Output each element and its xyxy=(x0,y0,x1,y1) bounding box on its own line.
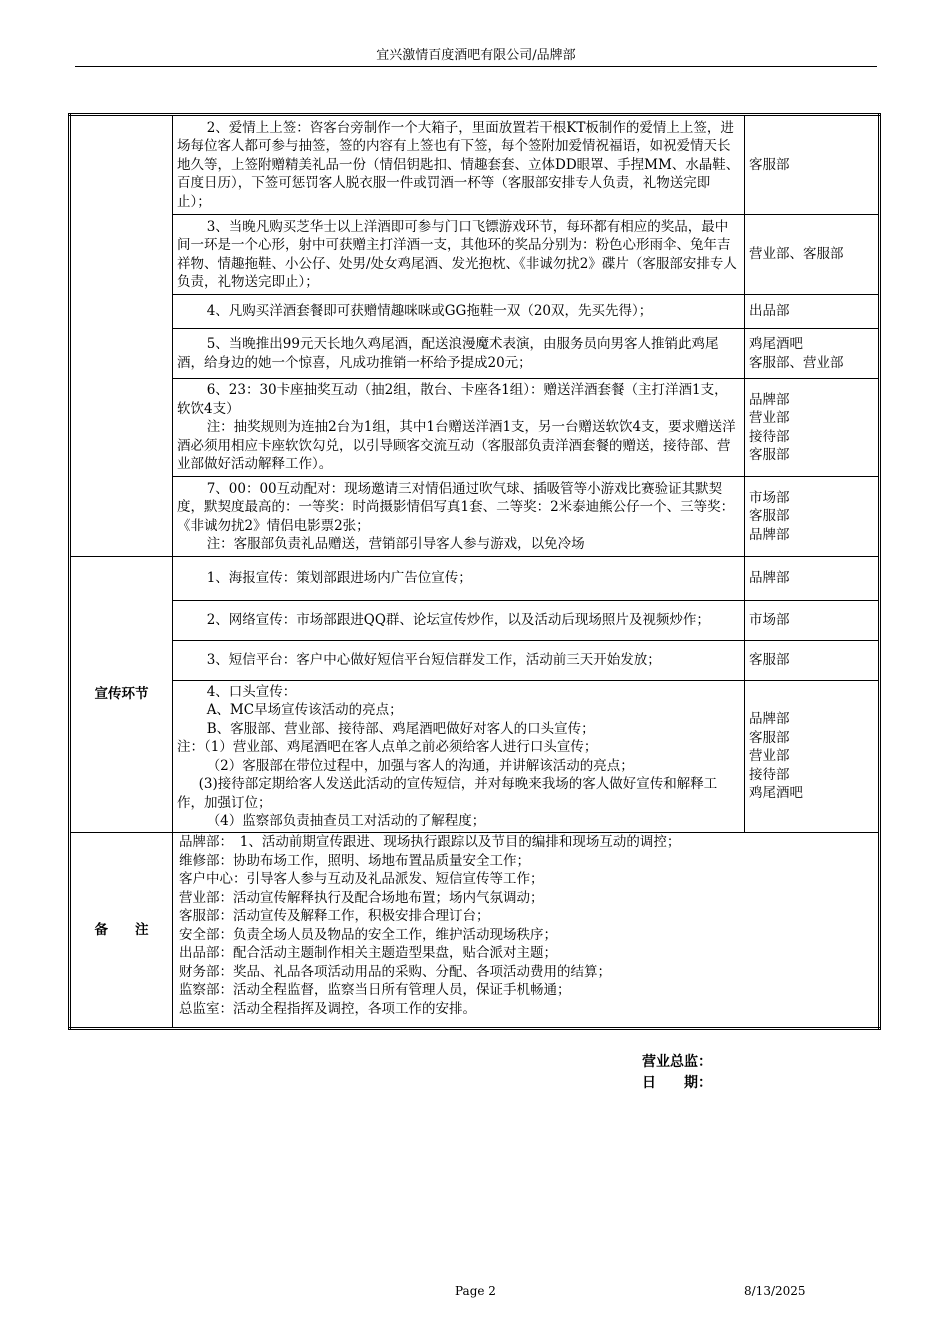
table-row xyxy=(70,477,880,557)
activity-section-label xyxy=(70,115,173,557)
table-row xyxy=(70,379,880,477)
activity-content: 2、爱情上上签：咨客台旁制作一个大箱子，里面放置若干根KT板制作的爱情上上签，进场每位客人都可参与抽签，签的内容有上签也有下签，每个签附加爱情祝福语，如祝爱情天长地久等，上签附赠精美礼品一份（情侣钥匙扣、情趣套套、立体DD眼罩、手捏MM、水晶鞋、百度日历），下签可惩罚客人脱衣服一件或罚酒一杯等（客服部安排专人负责，礼物送完即止）； xyxy=(173,115,745,215)
activity-content: 6、23：30卡座抽奖互动（抽2组，散台、卡座各1组）：赠送洋酒套餐（主打洋酒1支，软饮4支） 注：抽奖规则为连抽2台为1组，其中1台赠送洋酒1支，另一台赠送软饮4支，要求赠送洋酒必须用相应卡座软饮勾兑，以引导顾客交流互动（客服部负责洋酒套餐的赠送，接待部、营业部做好活动解释工作）。 xyxy=(173,379,745,477)
table-row xyxy=(70,115,880,215)
table-row xyxy=(70,641,880,681)
promotion-content: 2、网络宣传：市场部跟进QQ群、论坛宣传炒作，以及活动后现场照片及视频炒作； xyxy=(173,601,745,641)
activity-dept: 出品部 xyxy=(745,295,880,329)
activity-content: 4、凡购买洋酒套餐即可获赠情趣咪咪或GG拖鞋一双（20双，先买先得）； xyxy=(173,295,745,329)
promotion-content: 1、海报宣传：策划部跟进场内广告位宣传； xyxy=(173,557,745,601)
signature-block xyxy=(642,1052,712,1094)
table-row xyxy=(70,215,880,295)
document-header: 宜兴激情百度酒吧有限公司/品牌部 xyxy=(376,48,576,63)
activity-dept: 客服部 xyxy=(745,115,880,215)
table-row xyxy=(70,295,880,329)
activity-dept: 品牌部 营业部 接待部 客服部 xyxy=(745,379,880,477)
promotion-dept: 品牌部 客服部 营业部 接待部 鸡尾酒吧 xyxy=(745,681,880,833)
promotion-section-label: 宣传环节 xyxy=(70,557,173,833)
activity-content: 3、当晚凡购买芝华士以上洋酒即可参与门口飞镖游戏环节，每环都有相应的奖品，最中间一环是一个心形，射中可获赠主打洋酒一支，其他环的奖品分别为：粉色心形雨伞、兔年吉祥物、情趣拖鞋、小公仔、处男/处女鸡尾酒、发光抱枕、《非诚勿扰2》碟片（客服部安排专人负责，礼物送完即止）； xyxy=(173,215,745,295)
activity-dept: 鸡尾酒吧 客服部、营业部 xyxy=(745,329,880,379)
table-row xyxy=(70,601,880,641)
activity-table xyxy=(68,113,881,1030)
director-signature-label: 营业总监： xyxy=(642,1054,712,1070)
date-signature-label: 日 期： xyxy=(642,1075,712,1091)
remarks-section-label: 备 注 xyxy=(70,833,173,1029)
activity-dept: 市场部 客服部 品牌部 xyxy=(745,477,880,557)
footer-date: 8/13/2025 xyxy=(744,1284,806,1298)
remarks-content: 品牌部： 1、活动前期宣传跟进、现场执行跟踪以及节目的编排和现场互动的调控； 维修部：协助布场工作，照明、场地布置品质量安全工作； 客户中心：引导客人参与互动及礼品派发、短信宣传等工作； 营业部：活动宣传解释执行及配合场地布置；场内气氛调动； 客服部：活动宣传及解释工作，积极安排合理订台； 安全部：负责全场人员及物品的安全工作，维护活动现场秩序； 出品部：配合活动主题制作相关主题造型果盘，贴合派对主题； 财务部：奖品、礼品各项活动用品的采购、分配、各项活动费用的结算； 监察部：活动全程监督，监察当日所有管理人员，保证手机畅通； 总监室：活动全程指挥及调控，各项工作的安排。 xyxy=(173,833,880,1029)
header-divider xyxy=(75,66,877,67)
promotion-dept: 品牌部 xyxy=(745,557,880,601)
activity-dept: 营业部、客服部 xyxy=(745,215,880,295)
promotion-content: 3、短信平台：客户中心做好短信平台短信群发工作，活动前三天开始发放； xyxy=(173,641,745,681)
table-row xyxy=(70,557,880,601)
activity-content: 5、当晚推出99元天长地久鸡尾酒，配送浪漫魔术表演，由服务员向男客人推销此鸡尾酒，给身边的她一个惊喜，凡成功推销一杯给予提成20元； xyxy=(173,329,745,379)
page-number: Page 2 xyxy=(455,1284,496,1298)
table-row xyxy=(70,329,880,379)
table-row xyxy=(70,833,880,1029)
promotion-dept: 市场部 xyxy=(745,601,880,641)
promotion-dept: 客服部 xyxy=(745,641,880,681)
activity-content: 7、00：00互动配对：现场邀请三对情侣通过吹气球、插吸管等小游戏比赛验证其默契度，默契度最高的：一等奖：时尚摄影情侣写真1套、二等奖：2米泰迪熊公仔一个、三等奖：《非诚勿扰2》情侣电影票2张； 注：客服部负责礼品赠送，营销部引导客人参与游戏，以免冷场 xyxy=(173,477,745,557)
promotion-content: 4、口头宣传： A、MC早场宣传该活动的亮点； B、客服部、营业部、接待部、鸡尾酒吧做好对客人的口头宣传； 注：（1）营业部、鸡尾酒吧在客人点单之前必须给客人进行口头宣传； （2）客服部在带位过程中，加强与客人的沟通，并讲解该活动的亮点； (3)接待部定期给客人发送此活动的宣传短信，并对每晚来我场的客人做好宣传和解释工作，加强订位； （4）监察部负责抽查员工对活动的了解程度； xyxy=(173,681,745,833)
table-row xyxy=(70,681,880,833)
